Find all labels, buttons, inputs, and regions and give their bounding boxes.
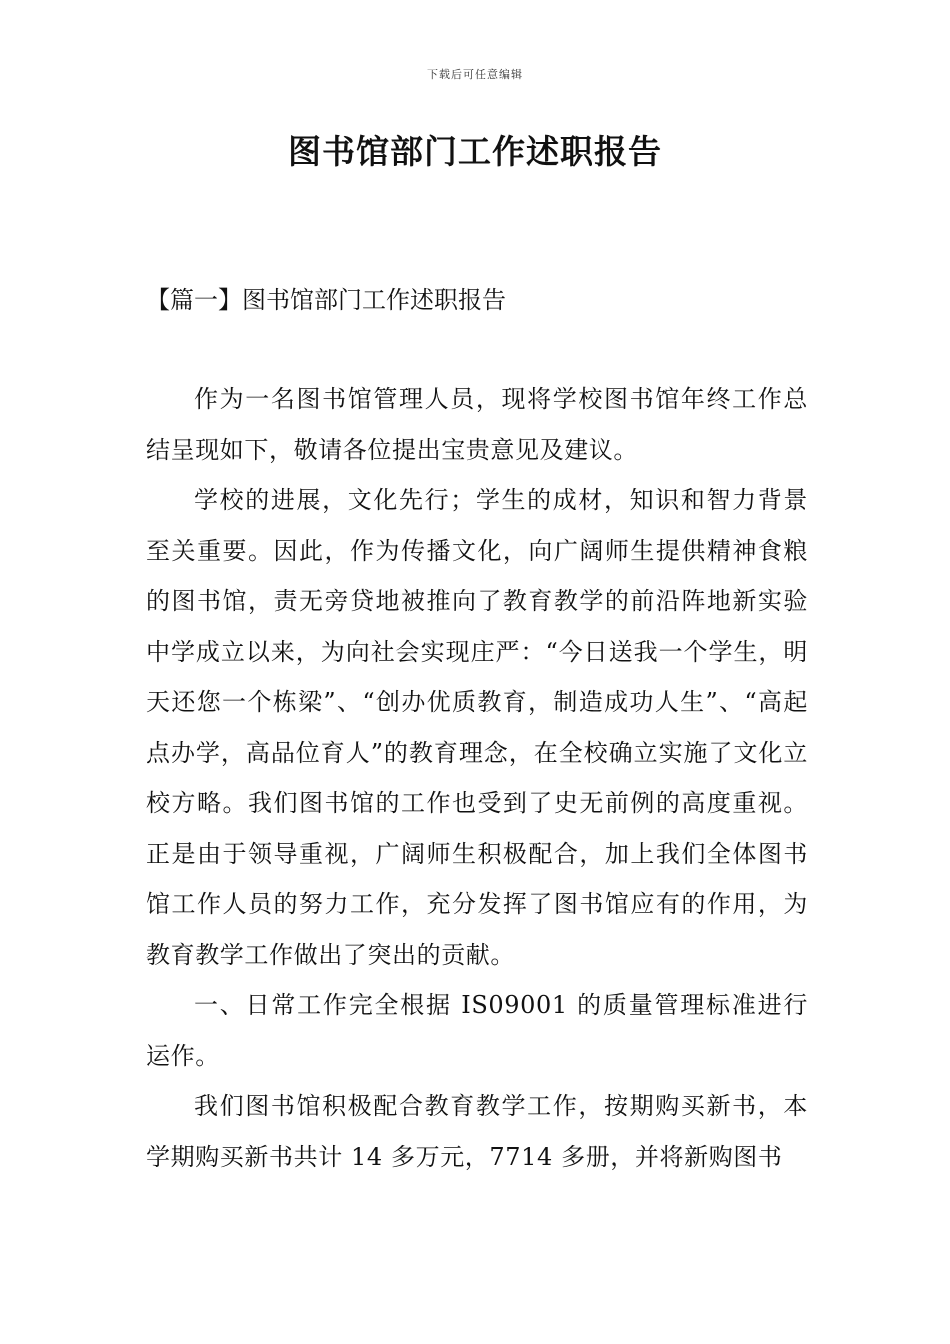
section-heading: 【篇一】图书馆部门工作述职报告 [146,286,506,314]
document-title: 图书馆部门工作述职报告 [288,132,662,171]
paragraph-purchasing: 我们图书馆积极配合教育教学工作，按期购买新书，本学期购买新书共计 14 多万元，7714 多册，并将新购图书 [146,1092,808,1171]
header-note: 下载后可任意编辑 [427,68,523,81]
paragraph-item-one: 一、日常工作完全根据 IS09001 的质量管理标准进行运作。 [146,991,808,1070]
paragraph-background: 学校的进展，文化先行；学生的成材，知识和智力背景至关重要。因此，作为传播文化，向广阔师生提供精神食粮的图书馆，责无旁贷地被推向了教育教学的前沿阵地新实验中学成立以来，为向社会实现庄严：“今日送我一个学生，明天还您一个栋梁”、“创办优质教育，制造成功人生”、“高起点办学，高品位育人”的教育理念，在全校确立实施了文化立校方略。我们图书馆的工作也受到了史无前例的高度重视。正是由于领导重视，广阔师生积极配合，加上我们全体图书馆工作人员的努力工作，充分发挥了图书馆应有的作用，为教育教学工作做出了突出的贡献。 [146,486,808,969]
paragraph-intro: 作为一名图书馆管理人员，现将学校图书馆年终工作总结呈现如下，敬请各位提出宝贵意见及建议。 [146,385,808,464]
document-body [146,374,808,1182]
